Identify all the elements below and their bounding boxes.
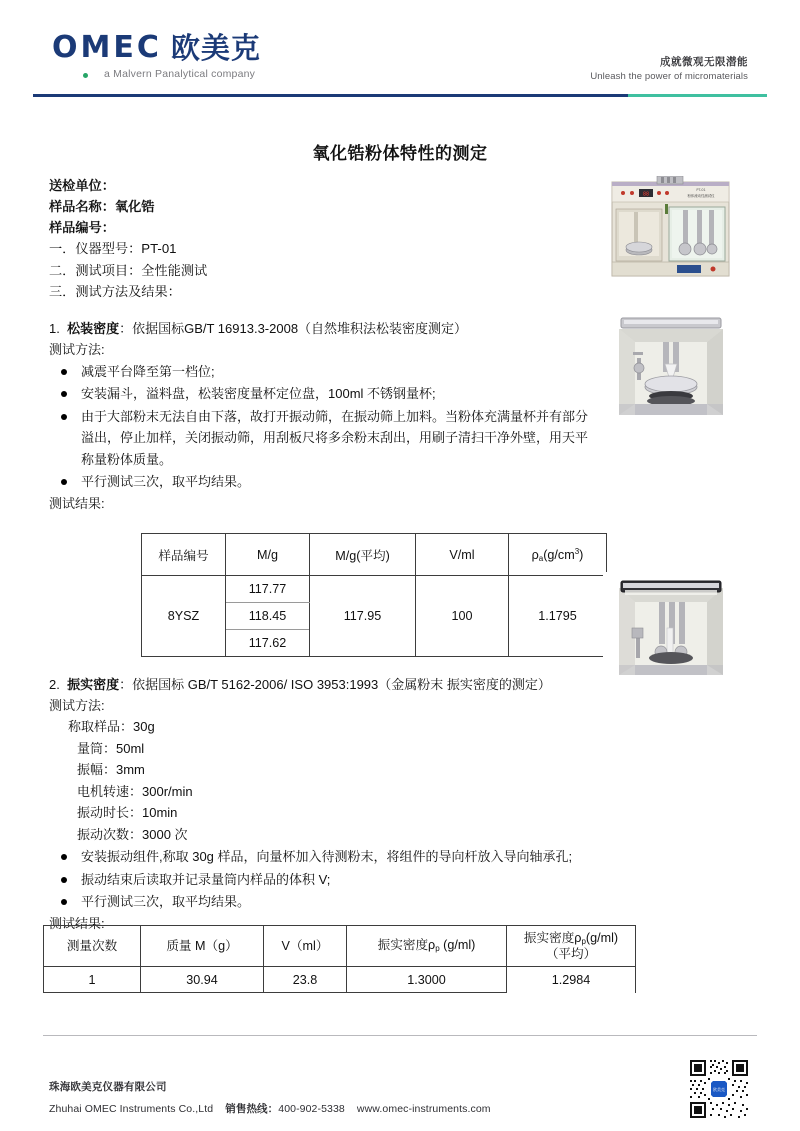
bulk-density-table-wrapper xyxy=(141,533,607,657)
th-tapped-subscript: p xyxy=(435,944,440,953)
section2-number: 2. xyxy=(49,677,60,692)
th-tapped-density xyxy=(347,926,507,967)
th-avg-unit: (g/ml) xyxy=(585,930,619,945)
th-rho-unit: (g/cm xyxy=(543,547,575,562)
header-divider-blue xyxy=(33,94,628,97)
footer-contact-line xyxy=(49,1101,491,1116)
section1-result-label: 测试结果: xyxy=(49,495,105,511)
footer-hotline-label: 销售热线： xyxy=(225,1103,279,1115)
td-mass-3: 117.62 xyxy=(226,630,310,657)
qr-code[interactable] xyxy=(688,1058,750,1120)
param-cylinder: 量筒：50ml xyxy=(77,740,145,756)
meta-sample-name-label: 样品名称： xyxy=(49,199,115,214)
omec-logo xyxy=(52,30,261,80)
td-mass-1: 117.77 xyxy=(226,576,310,603)
instrument-chamber-funnel-photo xyxy=(603,312,740,415)
table-header-row xyxy=(142,534,607,576)
th-rho-subscript: a xyxy=(538,553,544,563)
th-rho-superscript: 3 xyxy=(574,546,580,556)
list-item: 平行测试三次，取平均结果。 xyxy=(49,471,594,493)
meta-test-item: 二．测试项目：全性能测试 xyxy=(49,262,208,278)
header-divider xyxy=(33,94,767,97)
page-title: 氧化锆粉体特性的测定 xyxy=(312,144,488,163)
instrument-chamber-tapped-photo xyxy=(603,572,740,675)
footer-hotline-value: 400-902-5338 xyxy=(278,1103,345,1115)
footer-company-cn: 珠海欧美克仪器有限公司 xyxy=(49,1081,167,1093)
page-header xyxy=(0,0,800,100)
td-volume: 100 xyxy=(416,576,509,657)
th-measurement-index: 测量次数 xyxy=(44,926,141,967)
td-volume: 23.8 xyxy=(264,967,347,993)
report-body xyxy=(49,175,594,514)
logo-accent-dot xyxy=(83,73,88,78)
td-measurement-index: 1 xyxy=(44,967,141,993)
td-mass-2: 118.45 xyxy=(226,603,310,630)
table-header-row xyxy=(44,926,636,967)
tagline-cn: 成就微观无限潜能 xyxy=(660,56,748,68)
td-tapped-density-average: 1.2984 xyxy=(507,967,636,993)
meta-instrument-model: 一．仪器型号：PT-01 xyxy=(49,241,177,256)
list-item: 安装振动组件,称取 30g 样品，向量杯加入待测粉末，将组件的导向杆放入导向轴承孔; xyxy=(49,846,594,868)
section-tapped-density xyxy=(49,675,594,934)
meta-sample-number: 样品编号： xyxy=(49,220,115,235)
th-rho-symbol: ρ xyxy=(531,547,539,562)
th-avg-prefix: 振实密度ρ xyxy=(523,930,582,945)
th-avg-line2: （平均） xyxy=(545,946,597,961)
section1-number: 1. xyxy=(49,320,60,336)
section2-method-label: 测试方法: xyxy=(49,698,105,713)
param-amplitude: 振幅：3mm xyxy=(77,762,145,777)
list-item: 减震平台降至第一档位; xyxy=(49,361,594,383)
tagline-en: Unleash the power of micromaterials xyxy=(590,71,748,82)
th-tapped-prefix: 振实密度ρ xyxy=(377,938,436,952)
meta-sample-name xyxy=(49,196,594,217)
section-bulk-density xyxy=(49,319,594,514)
th-tapped-density-average xyxy=(507,926,636,967)
section2-standard: ：依据国标 GB/T 5162-2006/ ISO 3953:1993（金属粉末 振实密度的测定） xyxy=(119,677,551,692)
th-tapped-unit: (g/ml) xyxy=(439,938,476,952)
td-sample-id: 8YSZ xyxy=(142,576,226,657)
th-volume: V/ml xyxy=(416,534,509,576)
section2-heading xyxy=(49,675,594,695)
page-footer xyxy=(49,1079,491,1116)
section1-standard: ：依据国标GB/T 16913.3-2008（自然堆积法松装密度测定） xyxy=(119,320,468,336)
th-sample-id: 样品编号 xyxy=(142,534,226,576)
footer-company-en: Zhuhai OMEC Instruments Co.,Ltd xyxy=(49,1103,214,1115)
section2-name: 振实密度 xyxy=(67,677,120,692)
meta-submitting-unit: 送检单位： xyxy=(49,178,115,193)
section2-bullet-list xyxy=(49,846,594,913)
section2-parameter-list xyxy=(68,716,594,845)
th-mass: M/g xyxy=(226,534,310,576)
logo-wordmark: OMEC xyxy=(52,30,162,65)
logo-subtitle: a Malvern Panalytical company xyxy=(104,68,256,80)
section2-result-label: 测试结果: xyxy=(49,915,105,931)
footer-website[interactable]: www.omec-instruments.com xyxy=(356,1103,491,1115)
table-row xyxy=(142,576,607,603)
svg-text:PT-01: PT-01 xyxy=(696,188,706,192)
footer-divider xyxy=(43,1035,757,1036)
list-item: 振动结束后读取并记录量筒内样品的体积 V; xyxy=(49,869,594,891)
th-bulk-density xyxy=(509,534,607,576)
svg-text:欧美克: 欧美克 xyxy=(713,1087,725,1092)
th-avg-subscript: p xyxy=(581,936,586,946)
td-tapped-density: 1.3000 xyxy=(347,967,507,993)
section1-bullet-list xyxy=(49,361,594,493)
list-item: 由于大部粉末无法自由下落，故打开振动筛，在振动筛上加料。当粉体充满量杯并有部分溢出，停止加样，关闭振动筛，用刮板尺将多余粉末刮出，用刷子清扫干净外壁，用天平称量粉体质量。 xyxy=(49,406,594,471)
svg-text:88: 88 xyxy=(642,191,650,198)
th-rho-close: ) xyxy=(579,547,584,562)
instrument-front-view-photo xyxy=(601,176,740,277)
header-divider-green xyxy=(628,94,767,97)
param-sample-weight: 称取样品：30g xyxy=(68,719,155,734)
tapped-density-table-wrapper xyxy=(43,925,636,993)
param-vibration-count: 振动次数：3000 次 xyxy=(77,826,188,842)
td-mass: 30.94 xyxy=(141,967,264,993)
section1-heading xyxy=(49,319,594,339)
table-row xyxy=(44,967,636,993)
svg-text:粉体流动性测试仪: 粉体流动性测试仪 xyxy=(687,194,715,198)
td-bulk-density: 1.1795 xyxy=(509,576,607,657)
meta-sample-name-value: 氧化锆 xyxy=(114,199,155,214)
meta-test-method-heading: 三．测试方法及结果： xyxy=(49,284,181,299)
list-item: 安装漏斗，溢料盘，松装密度量杯定位盘，100ml 不锈钢量杯; xyxy=(49,383,594,405)
section1-method-label: 测试方法: xyxy=(49,341,105,357)
logo-wordmark-cn: 欧美克 xyxy=(170,31,261,65)
list-item: 平行测试三次，取平均结果。 xyxy=(49,891,594,913)
header-tagline xyxy=(590,54,748,82)
bulk-density-table xyxy=(141,533,607,657)
th-mass: 质量 M（g） xyxy=(141,926,264,967)
th-volume: V（ml） xyxy=(264,926,347,967)
param-vibration-time: 振动时长：10min xyxy=(77,805,178,820)
th-mass-average: M/g(平均) xyxy=(310,534,416,576)
param-motor-speed: 电机转速：300r/min xyxy=(77,783,193,799)
tapped-density-table xyxy=(43,925,636,993)
section1-name: 松装密度 xyxy=(67,320,120,336)
td-mass-average: 117.95 xyxy=(310,576,416,657)
